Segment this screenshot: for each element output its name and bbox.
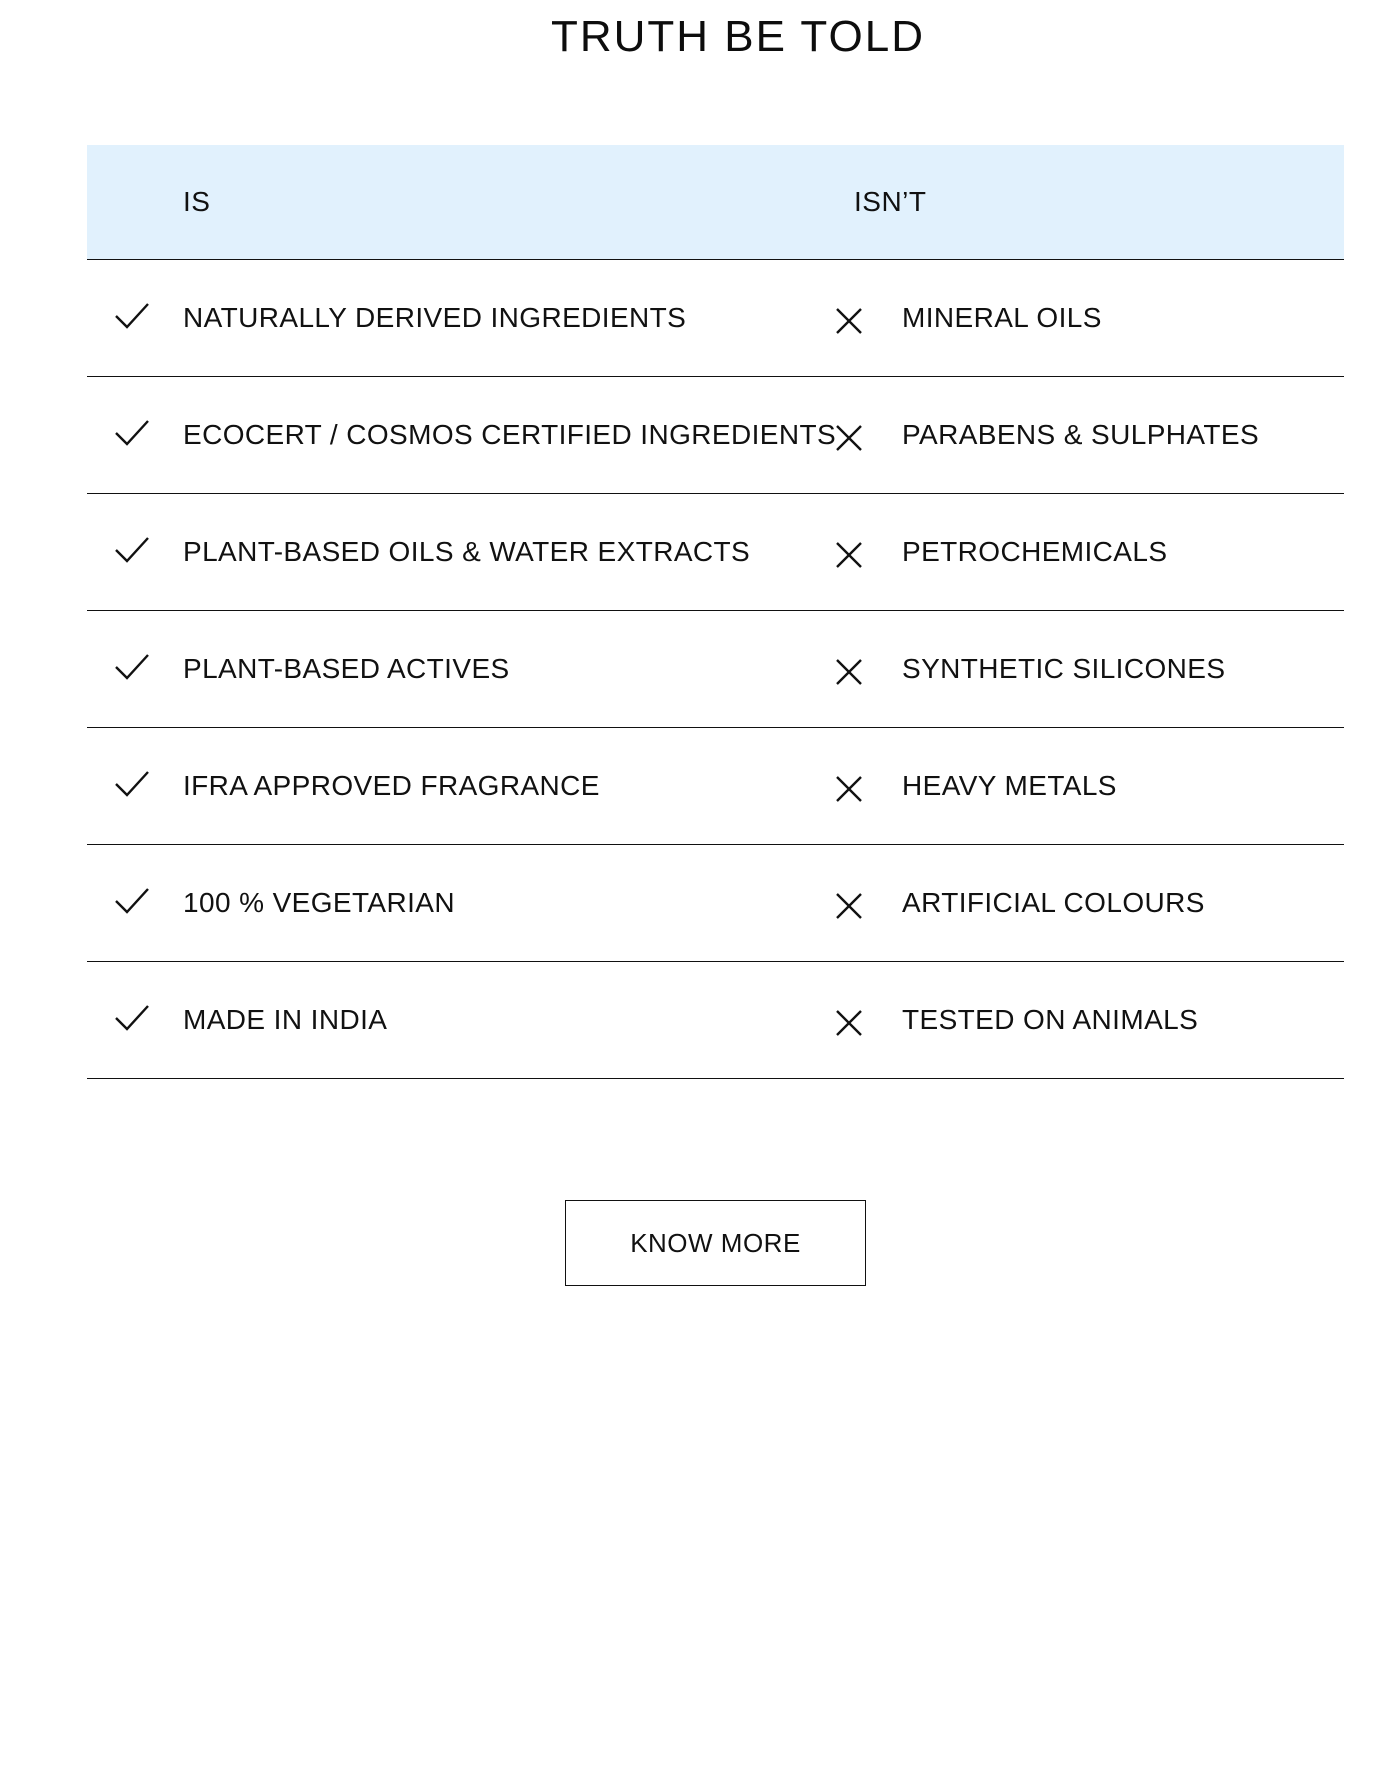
cross-icon: [834, 774, 864, 804]
isnt-cell: [854, 611, 1344, 727]
isnt-item-text: SYNTHETIC SILICONES: [902, 653, 1226, 684]
is-item-text: PLANT-BASED ACTIVES: [183, 653, 510, 684]
is-cell: [87, 728, 854, 844]
is-item-text: MADE IN INDIA: [183, 1004, 388, 1035]
is-cell: [87, 845, 854, 961]
header-is-column: [87, 145, 854, 259]
isnt-item-text: ARTIFICIAL COLOURS: [902, 887, 1205, 918]
is-item-text: NATURALLY DERIVED INGREDIENTS: [183, 302, 687, 333]
isnt-item-text: MINERAL OILS: [902, 302, 1102, 333]
table-row: [87, 845, 1344, 962]
header-isnt-label: ISN’T: [854, 186, 927, 217]
cross-icon: [834, 423, 864, 453]
check-icon: [114, 652, 150, 682]
is-item-text: PLANT-BASED OILS & WATER EXTRACTS: [183, 536, 751, 567]
table-row: [87, 494, 1344, 611]
isnt-cell: [854, 377, 1344, 493]
table-body: [87, 260, 1344, 1079]
isnt-item-text: PARABENS & SULPHATES: [902, 419, 1260, 450]
table-row: [87, 962, 1344, 1079]
check-icon: [114, 769, 150, 799]
know-more-button[interactable]: KNOW MORE: [565, 1200, 866, 1286]
cross-icon: [834, 891, 864, 921]
isnt-item-text: TESTED ON ANIMALS: [902, 1004, 1199, 1035]
is-cell: [87, 962, 854, 1078]
isnt-cell: [854, 728, 1344, 844]
table-row: [87, 260, 1344, 377]
cross-icon: [834, 306, 864, 336]
table-row: [87, 728, 1344, 845]
is-cell: [87, 611, 854, 727]
is-item-text: IFRA APPROVED FRAGRANCE: [183, 770, 600, 801]
is-cell: [87, 494, 854, 610]
table-row: [87, 377, 1344, 494]
isnt-cell: [854, 260, 1344, 376]
is-cell: [87, 377, 854, 493]
isnt-item-text: HEAVY METALS: [902, 770, 1117, 801]
table-header: [87, 145, 1344, 260]
check-icon: [114, 535, 150, 565]
check-icon: [114, 1003, 150, 1033]
check-icon: [114, 301, 150, 331]
isnt-cell: [854, 845, 1344, 961]
comparison-table: [87, 145, 1344, 1079]
cross-icon: [834, 540, 864, 570]
table-row: [87, 611, 1344, 728]
isnt-item-text: PETROCHEMICALS: [902, 536, 1168, 567]
check-icon: [114, 886, 150, 916]
check-icon: [114, 418, 150, 448]
cross-icon: [834, 657, 864, 687]
header-isnt-column: [854, 145, 1344, 259]
is-cell: [87, 260, 854, 376]
is-item-text: 100 % VEGETARIAN: [183, 887, 455, 918]
isnt-cell: [854, 494, 1344, 610]
section-title: TRUTH BE TOLD: [551, 12, 925, 61]
is-item-text: ECOCERT / COSMOS CERTIFIED INGREDIENTS: [183, 419, 837, 450]
cross-icon: [834, 1008, 864, 1038]
isnt-cell: [854, 962, 1344, 1078]
header-is-label: IS: [183, 186, 211, 217]
